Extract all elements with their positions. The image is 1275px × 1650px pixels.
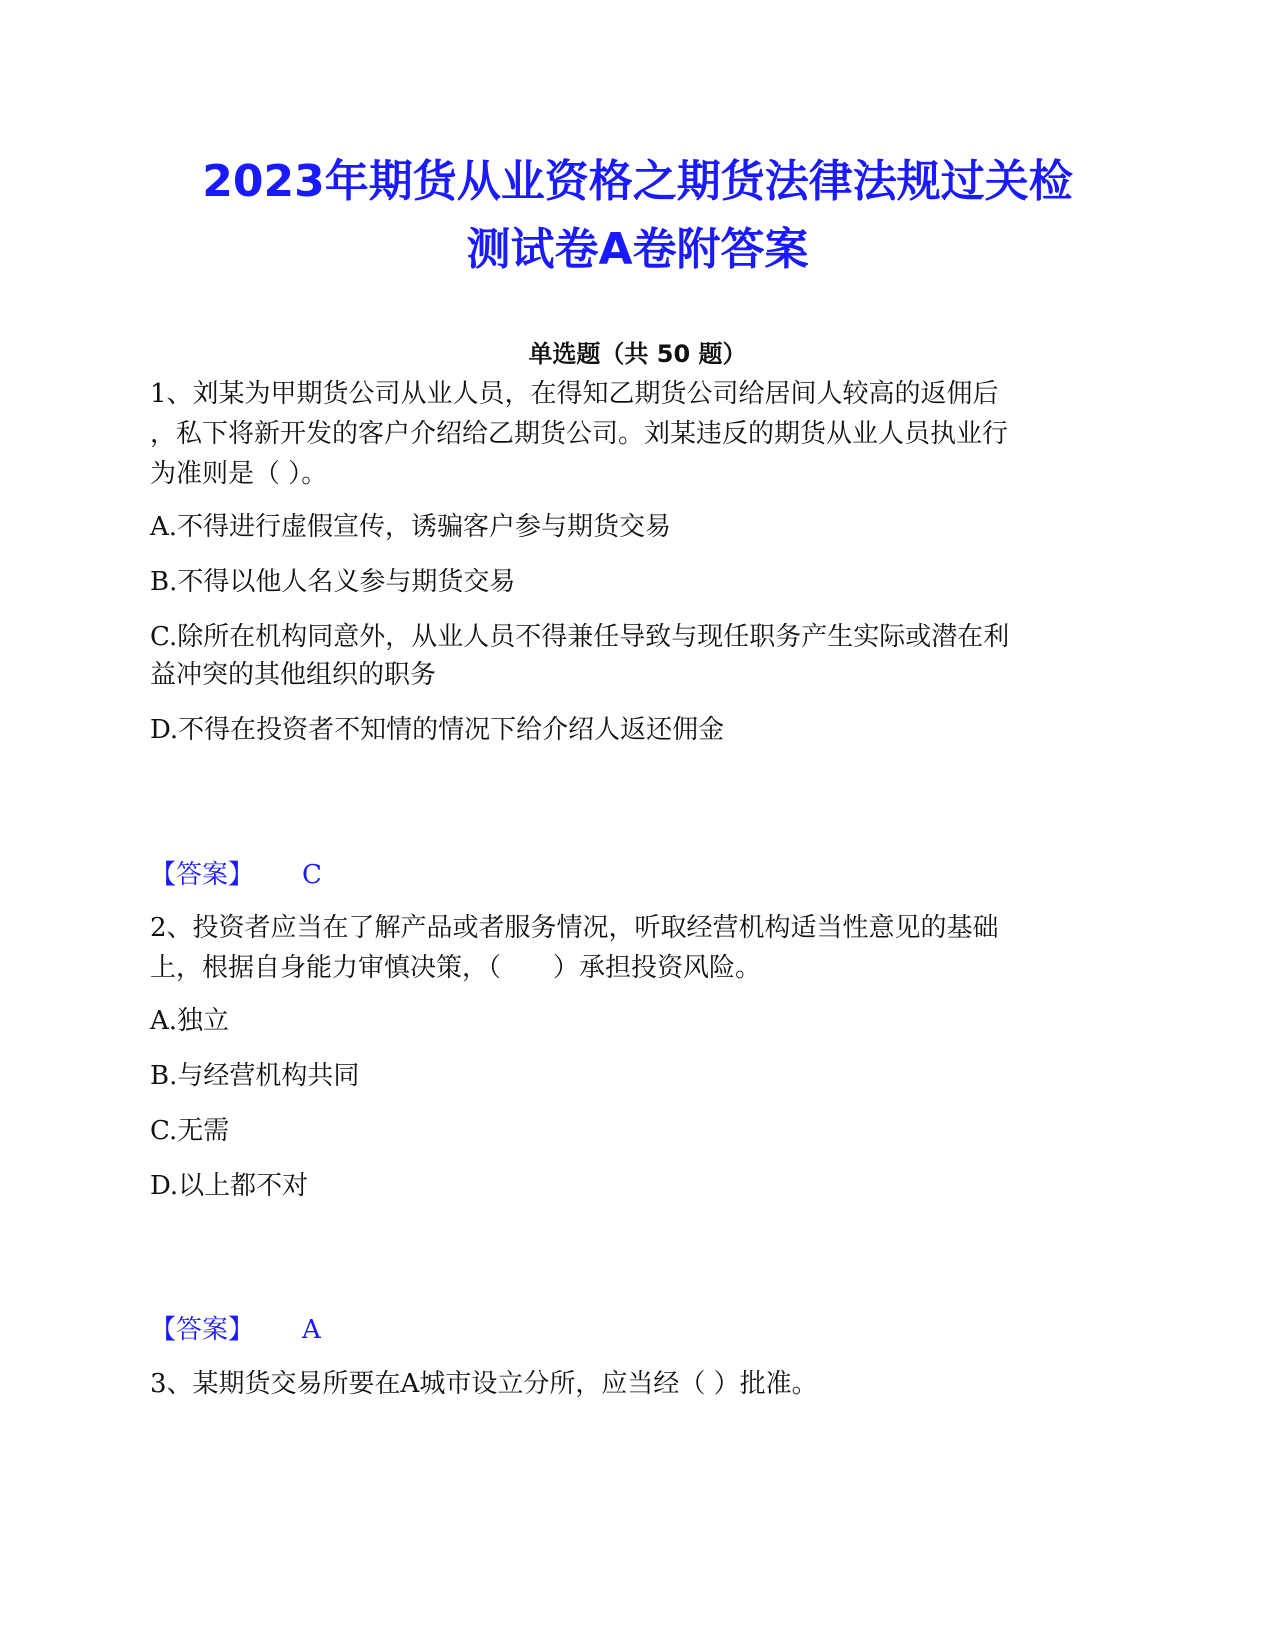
q2-answer-value: A [302, 1315, 321, 1345]
document-title-line-1: 2023年期货从业资格之期货法律法规过关检 [202, 156, 1073, 207]
document-title-line-2: 测试卷A卷附答案 [466, 224, 809, 275]
q1-stem-line-3: 为准则是（ ）。 [150, 459, 328, 489]
section-heading: 单选题（共 50 题） [528, 340, 747, 368]
q2-answer [150, 1310, 321, 1350]
q1-answer-label: 【答案】 [150, 860, 255, 890]
q3-stem-line-1: 3、某期货交易所要在A城市设立分所，应当经（ ）批准。 [150, 1369, 818, 1399]
q2-stem-line-1: 2、投资者应当在了解产品或者服务情况，听取经营机构适当性意见的基础 [150, 913, 999, 943]
q1-option-b: B.不得以他人名义参与期货交易 [150, 567, 516, 597]
q1-stem-line-1: 1、刘某为甲期货公司从业人员，在得知乙期货公司给居间人较高的返佣后 [150, 379, 999, 409]
q1-option-c-line-1: C.除所在机构同意外，从业人员不得兼任导致与现任职务产生实际或潜在利 [150, 622, 1010, 652]
q1-option-a: A.不得进行虚假宣传，诱骗客户参与期货交易 [150, 512, 672, 542]
q1-answer [150, 855, 322, 895]
q1-answer-value: C [302, 860, 322, 890]
q1-stem-line-2: ，私下将新开发的客户介绍给乙期货公司。刘某违反的期货从业人员执业行 [150, 419, 1009, 449]
q2-option-b: B.与经营机构共同 [150, 1061, 360, 1091]
q2-answer-label: 【答案】 [150, 1315, 255, 1345]
q1-option-c-line-2: 益冲突的其他组织的职务 [150, 660, 437, 690]
q2-stem-line-2: 上，根据自身能力审慎决策，（ ）承担投资风险。 [150, 953, 762, 983]
q2-option-c: C.无需 [150, 1116, 230, 1146]
q1-option-d: D.不得在投资者不知情的情况下给介绍人返还佣金 [150, 715, 725, 745]
q2-option-d: D.以上都不对 [150, 1171, 309, 1201]
q2-option-a: A.独立 [150, 1006, 230, 1036]
